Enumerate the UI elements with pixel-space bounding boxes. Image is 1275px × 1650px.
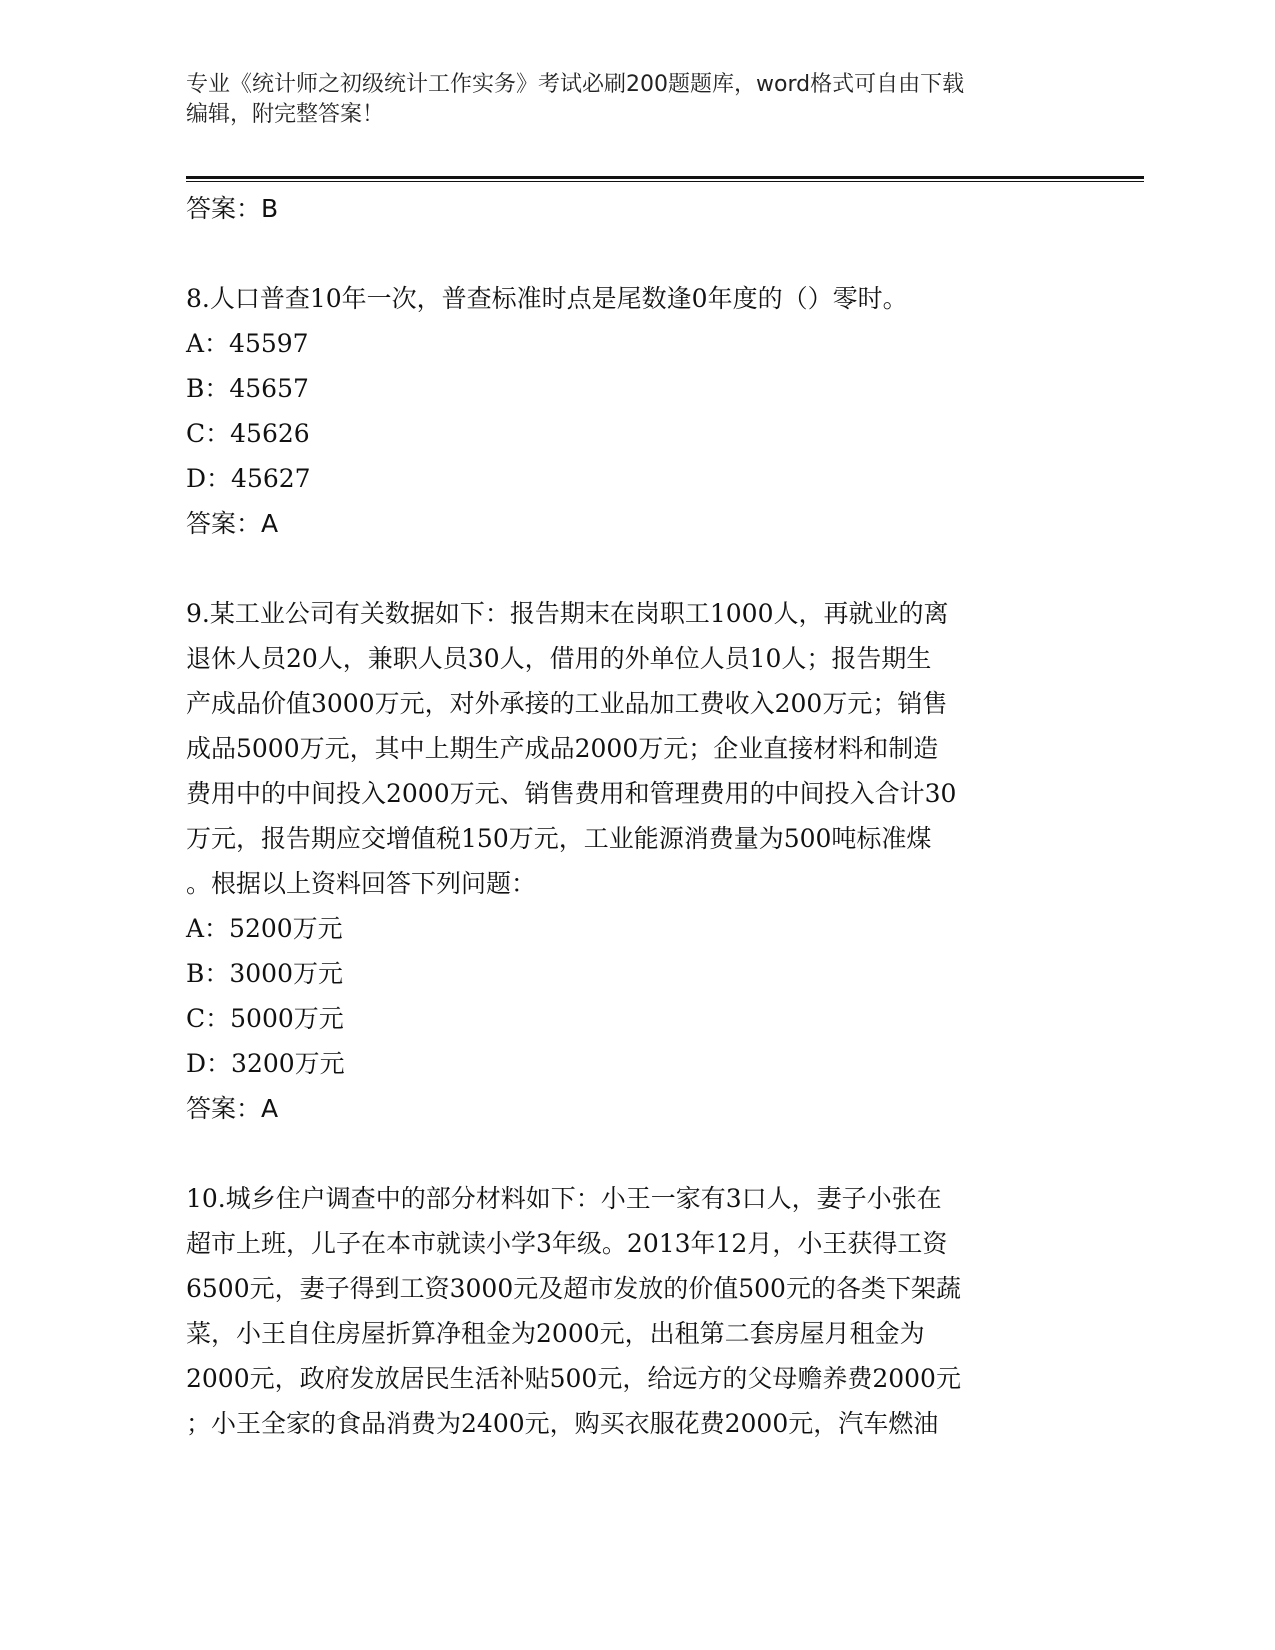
question-text: 。根据以上资料回答下列问题： — [186, 869, 537, 898]
question-text: 费用中的中间投入2000万元、销售费用和管理费用的中间投入合计30 — [186, 779, 957, 808]
question-text: 10.城乡住户调查中的部分材料如下：小王一家有3口人，妻子小张在 — [186, 1184, 942, 1213]
document-header — [186, 70, 1086, 130]
question-text: 6500元，妻子得到工资3000元及超市发放的价值500元的各类下架蔬 — [186, 1274, 961, 1303]
option-a: A：5200万元 — [186, 914, 343, 943]
question-8 — [186, 276, 1086, 546]
question-text: 成品5000万元，其中上期生产成品2000万元；企业直接材料和制造 — [186, 734, 939, 763]
question-9 — [186, 591, 1086, 1131]
header-rule — [186, 176, 1144, 179]
option-b: B：45657 — [186, 374, 309, 403]
header-line-1: 专业《统计师之初级统计工作实务》考试必刷200题题库，word格式可自由下载 — [186, 72, 965, 97]
question-text: 8.人口普查10年一次，普查标准时点是尾数逢0年度的（）零时。 — [186, 284, 908, 313]
header-rule-thin — [186, 181, 1144, 182]
option-b: B：3000万元 — [186, 959, 343, 988]
answer: 答案：A — [186, 509, 279, 538]
question-text: 2000元，政府发放居民生活补贴500元，给远方的父母赡养费2000元 — [186, 1364, 961, 1393]
option-c: C：45626 — [186, 419, 310, 448]
header-line-2: 编辑，附完整答案！ — [186, 102, 385, 127]
previous-answer: 答案：B — [186, 194, 279, 223]
question-text: 产成品价值3000万元，对外承接的工业品加工费收入200万元；销售 — [186, 689, 948, 718]
option-d: D：3200万元 — [186, 1049, 345, 1078]
question-text: 9.某工业公司有关数据如下：报告期末在岗职工1000人，再就业的离 — [186, 599, 949, 628]
question-text: ；小王全家的食品消费为2400元，购买衣服花费2000元，汽车燃油 — [186, 1409, 939, 1438]
question-text: 超市上班，儿子在本市就读小学3年级。2013年12月，小王获得工资 — [186, 1229, 948, 1258]
answer: 答案：A — [186, 1094, 279, 1123]
question-text: 万元，报告期应交增值税150万元，工业能源消费量为500吨标准煤 — [186, 824, 932, 853]
question-10 — [186, 1176, 1086, 1446]
question-text: 菜，小王自住房屋折算净租金为2000元，出租第二套房屋月租金为 — [186, 1319, 925, 1348]
option-c: C：5000万元 — [186, 1004, 344, 1033]
question-text: 退休人员20人，兼职人员30人，借用的外单位人员10人；报告期生 — [186, 644, 932, 673]
option-a: A：45597 — [186, 329, 309, 358]
option-d: D：45627 — [186, 464, 311, 493]
document-body — [186, 186, 1086, 1446]
